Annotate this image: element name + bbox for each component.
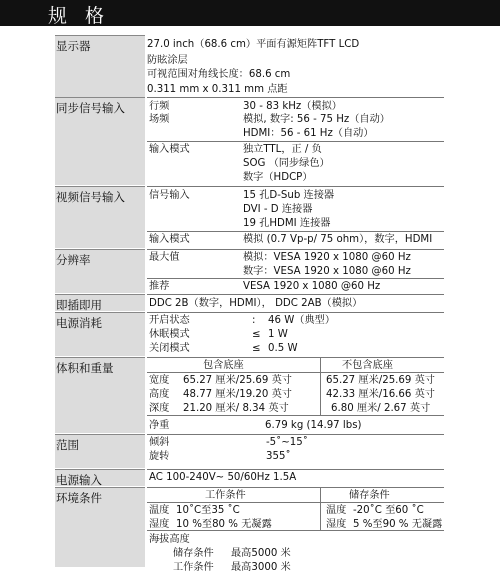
- env-hum-name: 湿度: [149, 519, 170, 530]
- sync-mode-name: 输入模式: [149, 144, 190, 155]
- label-power: 电源消耗: [55, 312, 145, 356]
- size-d-with: 21.20 厘米/ 8.34 英寸: [183, 403, 289, 414]
- separator: [147, 469, 444, 470]
- separator: [147, 502, 444, 503]
- label-size: 体积和重量: [55, 357, 145, 433]
- power-off-val: 0.5 W: [268, 343, 298, 354]
- label-display: 显示器: [55, 35, 145, 97]
- separator: [147, 97, 444, 98]
- power-off-name: 关闭模式: [149, 343, 190, 354]
- display-line2: 防眩涂层: [147, 55, 188, 66]
- display-line1: 27.0 inch（68.6 cm）平面有源矩阵TFT LCD: [147, 39, 360, 50]
- separator: [147, 141, 444, 142]
- size-d-without: 6.80 厘米/ 2.67 英寸: [331, 403, 431, 414]
- power-sleep-val: 1 W: [268, 329, 288, 340]
- res-rec-val: VESA 1920 x 1080 @60 Hz: [243, 281, 381, 292]
- sync-v-val1: 模拟, 数字: 56 - 75 Hz（自动）: [243, 114, 390, 125]
- separator: [147, 294, 444, 295]
- size-h-with: 48.77 厘米/19.20 英寸: [183, 389, 292, 400]
- power-on-colon: :: [252, 315, 256, 326]
- sync-mode1: 独立TTL，正 / 负: [243, 144, 322, 155]
- label-range: 范围: [55, 434, 145, 468]
- video-sig1: 15 孔D-Sub 连接器: [243, 190, 335, 201]
- display-line4: 0.311 mm x 0.311 mm 点距: [147, 84, 288, 95]
- env-alt-st-val: 最高5000 米: [231, 548, 291, 559]
- label-resolution: 分辨率: [55, 249, 145, 293]
- separator: [147, 372, 444, 373]
- size-d-name: 深度: [149, 403, 170, 414]
- pnp-value: DDC 2B（数字，HDMI）， DDC 2AB（模拟）: [149, 298, 363, 309]
- separator: [147, 357, 444, 358]
- env-alt-st-name: 储存条件: [173, 548, 214, 559]
- label-sync: 同步信号输入: [55, 97, 145, 185]
- env-alt-op-val: 最高3000 米: [231, 562, 291, 573]
- video-sig3: 19 孔HDMI 连接器: [243, 218, 331, 229]
- env-head-st: 储存条件: [349, 490, 390, 501]
- size-net-name: 净重: [149, 420, 170, 431]
- res-rec-name: 推荐: [149, 281, 170, 292]
- sync-h-val: 30 - 83 kHz（模拟）: [243, 101, 342, 112]
- column-divider: [320, 357, 321, 415]
- page-title: 规 格: [48, 5, 111, 27]
- video-sig-name: 信号输入: [149, 190, 190, 201]
- sync-mode2: SOG （同步绿色）: [243, 158, 330, 169]
- label-power-input: 电源输入: [55, 469, 145, 486]
- label-pnp: 即插即用: [55, 294, 145, 311]
- power-input-value: AC 100-240V~ 50/60Hz 1.5A: [149, 472, 297, 483]
- separator: [147, 186, 444, 187]
- power-sleep-sym: ≤: [252, 329, 261, 340]
- sync-mode3: 数字（HDCP）: [243, 172, 313, 183]
- size-w-with: 65.27 厘米/25.69 英寸: [183, 375, 292, 386]
- separator: [147, 249, 444, 250]
- res-max-name: 最大值: [149, 252, 180, 263]
- range-tilt-val: -5˚~15˚: [266, 437, 308, 448]
- separator: [147, 278, 444, 279]
- res-max2: 数字：VESA 1920 x 1080 @60 Hz: [243, 266, 411, 277]
- separator: [147, 312, 444, 313]
- video-sig2: DVI - D 连接器: [243, 204, 313, 215]
- separator: [147, 415, 444, 416]
- env-temp-name-2: 温度: [326, 505, 347, 516]
- size-w-without: 65.27 厘米/25.69 英寸: [326, 375, 435, 386]
- separator: [147, 530, 444, 531]
- range-tilt-name: 倾斜: [149, 437, 170, 448]
- power-sleep-name: 休眠模式: [149, 329, 190, 340]
- column-divider: [320, 487, 321, 530]
- sync-v-val2: HDMI：56 - 61 Hz（自动）: [243, 128, 374, 139]
- sync-v-name: 场频: [149, 114, 170, 125]
- power-off-sym: ≤: [252, 343, 261, 354]
- env-hum-op: 10 %至80 % 无凝露: [176, 519, 272, 530]
- size-head-with: 包含底座: [203, 360, 244, 371]
- size-h-without: 42.33 厘米/16.66 英寸: [326, 389, 435, 400]
- video-mode-name: 输入模式: [149, 234, 190, 245]
- size-h-name: 高度: [149, 389, 170, 400]
- env-temp-op: 10˚C至35 ˚C: [176, 505, 240, 516]
- size-net-val: 6.79 kg (14.97 lbs): [265, 420, 362, 431]
- size-head-without: 不包含底座: [342, 360, 393, 371]
- title-bar: [0, 0, 500, 26]
- power-on-name: 开启状态: [149, 315, 190, 326]
- env-alt-op-name: 工作条件: [173, 562, 214, 573]
- range-swivel-name: 旋转: [149, 451, 170, 462]
- display-line3: 可视范围对角线长度：68.6 cm: [147, 69, 291, 80]
- separator: [147, 434, 444, 435]
- env-alt-name: 海拔高度: [149, 534, 190, 545]
- env-temp-name: 温度: [149, 505, 170, 516]
- power-on-val: 46 W（典型）: [268, 315, 336, 326]
- video-mode-val: 模拟 (0.7 Vp-p/ 75 ohm），数字，HDMI: [243, 234, 433, 245]
- separator: [147, 231, 444, 232]
- res-max1: 模拟：VESA 1920 x 1080 @60 Hz: [243, 252, 411, 263]
- label-video: 视频信号输入: [55, 186, 145, 248]
- env-hum-name-2: 湿度: [326, 519, 347, 530]
- env-head-op: 工作条件: [205, 490, 246, 501]
- separator: [147, 487, 444, 488]
- env-temp-st: -20˚C 至60 ˚C: [353, 505, 424, 516]
- sync-h-name: 行频: [149, 101, 170, 112]
- size-w-name: 宽度: [149, 375, 170, 386]
- label-env: 环境条件: [55, 487, 145, 567]
- env-hum-st: 5 %至90 % 无凝露: [353, 519, 443, 530]
- range-swivel-val: 355˚: [266, 451, 291, 462]
